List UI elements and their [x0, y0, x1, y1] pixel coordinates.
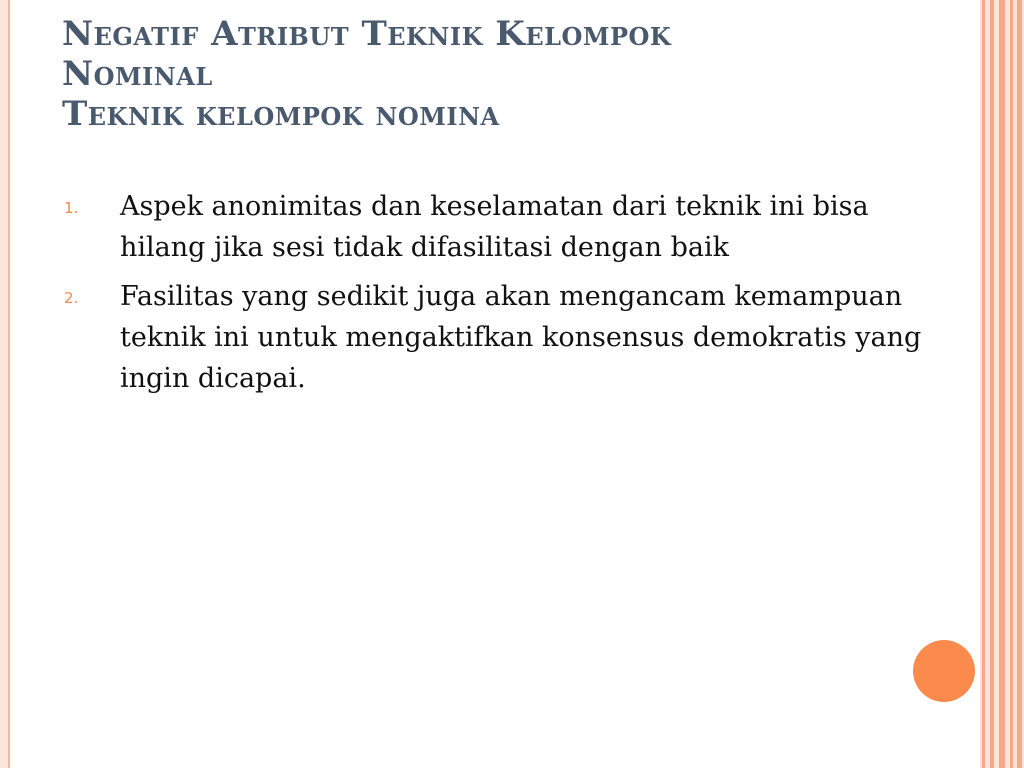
decorative-circle: [913, 640, 975, 702]
list-item-text: Fasilitas yang sedikit juga akan mengancam kemampuan teknik ini untuk mengaktifkan konsensus demokratis yang ingin dicapai.: [120, 281, 922, 394]
left-border: [0, 0, 8, 768]
title-line: Negatif Atribut Teknik Kelompok: [62, 14, 672, 54]
title-line: Nominal: [62, 54, 213, 94]
list-item-text: Aspek anonimitas dan keselamatan dari teknik ini bisa hilang jika sesi tidak difasilitasi dengan baik: [120, 191, 869, 263]
right-border-stripe: [990, 0, 994, 768]
right-border-stripe: [999, 0, 1005, 768]
list-item-number: 1.: [64, 199, 79, 217]
numbered-list: [62, 186, 942, 407]
right-border-stripe: [982, 0, 985, 768]
right-border-stripe: [1017, 0, 1022, 768]
list-item: [62, 186, 942, 268]
list-item-number: 2.: [64, 289, 79, 307]
left-border-line: [8, 0, 10, 768]
title-line: Teknik kelompok nomina: [62, 94, 500, 134]
right-border-stripe: [1010, 0, 1013, 768]
list-item: [62, 276, 942, 399]
slide-title: [62, 14, 962, 134]
